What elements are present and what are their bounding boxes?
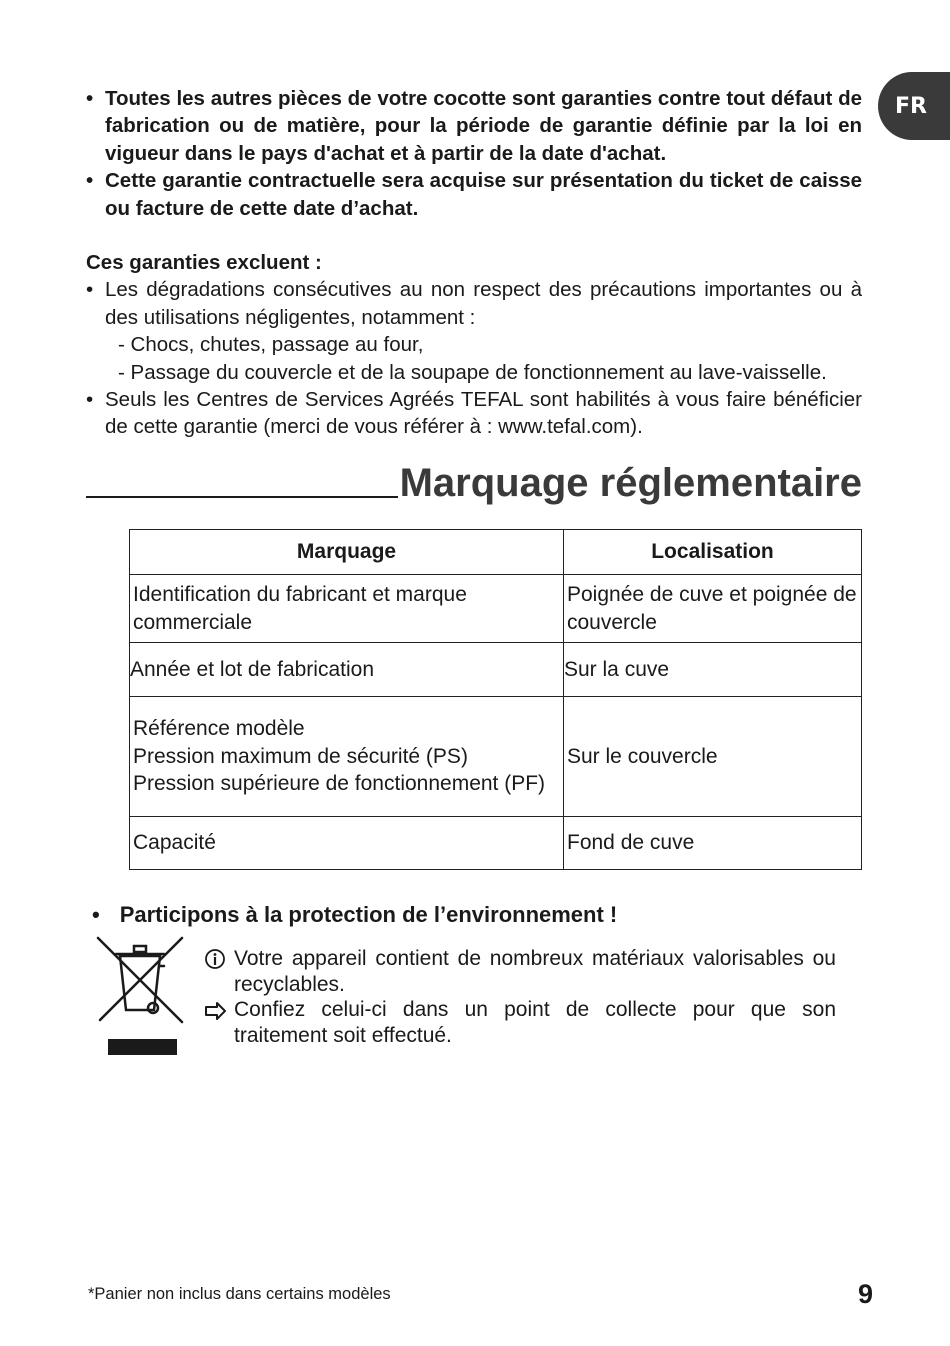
environment-title: [92, 902, 617, 928]
table-cell-marquage: Capacité: [130, 817, 564, 870]
table-row: [130, 697, 862, 817]
table-row: [130, 817, 862, 870]
table-cell-marquage: Identification du fabricant et marque commerciale: [130, 575, 564, 643]
warranty-section: [86, 85, 862, 222]
environment-title-text: Participons à la protection de l’environnement !: [119, 902, 618, 927]
table-cell-marquage: [130, 697, 564, 817]
table-cell-localisation: Sur la cuve: [564, 643, 862, 697]
table-header-localisation: Localisation: [564, 530, 862, 575]
exclusions-dash-2: - Passage du couvercle et de la soupape de fonctionnement au lave-vaisselle.: [118, 360, 827, 384]
language-tab-label: FR: [895, 94, 927, 119]
table-cell-localisation: Fond de cuve: [564, 817, 862, 870]
warranty-bullet-1: • Toutes les autres pièces de votre cocotte sont garanties contre tout défaut de fabrication ou de matière, pour la période de garantie définie par la loi en vigueur dans le pays d'achat et à partir de la date d'achat.: [86, 85, 862, 167]
exclusions-bullet-2: • Seuls les Centres de Services Agréés TEFAL sont habilités à vous faire bénéficier de cette garantie (merci de vous référer à : www.tefal.com).: [86, 386, 862, 441]
section-heading: Marquage réglementaire: [399, 461, 862, 505]
environment-text: [204, 946, 836, 1048]
exclusions-section: [86, 249, 862, 441]
language-tab: [878, 72, 950, 140]
exclusions-bullet-1: • Les dégradations consécutives au non respect des précautions importantes ou à des utilisations négligentes, notamment :: [86, 276, 862, 331]
exclusions-title: Ces garanties excluent :: [86, 251, 322, 274]
table-cell-localisation: Sur le couvercle: [564, 697, 862, 817]
table-cell-line: Référence modèle: [133, 717, 305, 741]
table-row: [130, 575, 862, 643]
info-text: Votre appareil contient de nombreux matériaux valorisables ou recyclables.: [234, 947, 836, 996]
table-header-row: [130, 530, 862, 575]
action-line: [204, 997, 836, 1048]
table-header-marquage: Marquage: [130, 530, 564, 575]
marking-table: [129, 529, 862, 870]
table-cell-localisation: Poignée de cuve et poignée de couvercle: [564, 575, 862, 643]
page-number: 9: [858, 1279, 874, 1309]
bullet-dot: •: [92, 902, 100, 927]
info-circle-icon: [204, 948, 226, 970]
table-cell-marquage: Année et lot de fabrication: [130, 643, 564, 697]
arrow-right-icon: [204, 1000, 226, 1022]
table-row: [130, 643, 862, 697]
heading-rule: [86, 496, 398, 498]
warranty-bullet-2: • Cette garantie contractuelle sera acquise sur présentation du ticket de caisse ou facture de cette date d’achat.: [86, 167, 862, 222]
info-line: [204, 946, 836, 997]
action-text: Confiez celui-ci dans un point de collecte pour que son traitement soit effectué.: [234, 998, 836, 1047]
footnote: *Panier non inclus dans certains modèles: [88, 1285, 391, 1303]
table-cell-line: Pression maximum de sécurité (PS): [133, 744, 468, 768]
table-cell-line: Pression supérieure de fonctionnement (PF): [133, 772, 546, 796]
crossed-out-wheelie-bin-icon: [96, 936, 186, 1060]
exclusions-dash-1: - Chocs, chutes, passage au four,: [118, 333, 424, 357]
